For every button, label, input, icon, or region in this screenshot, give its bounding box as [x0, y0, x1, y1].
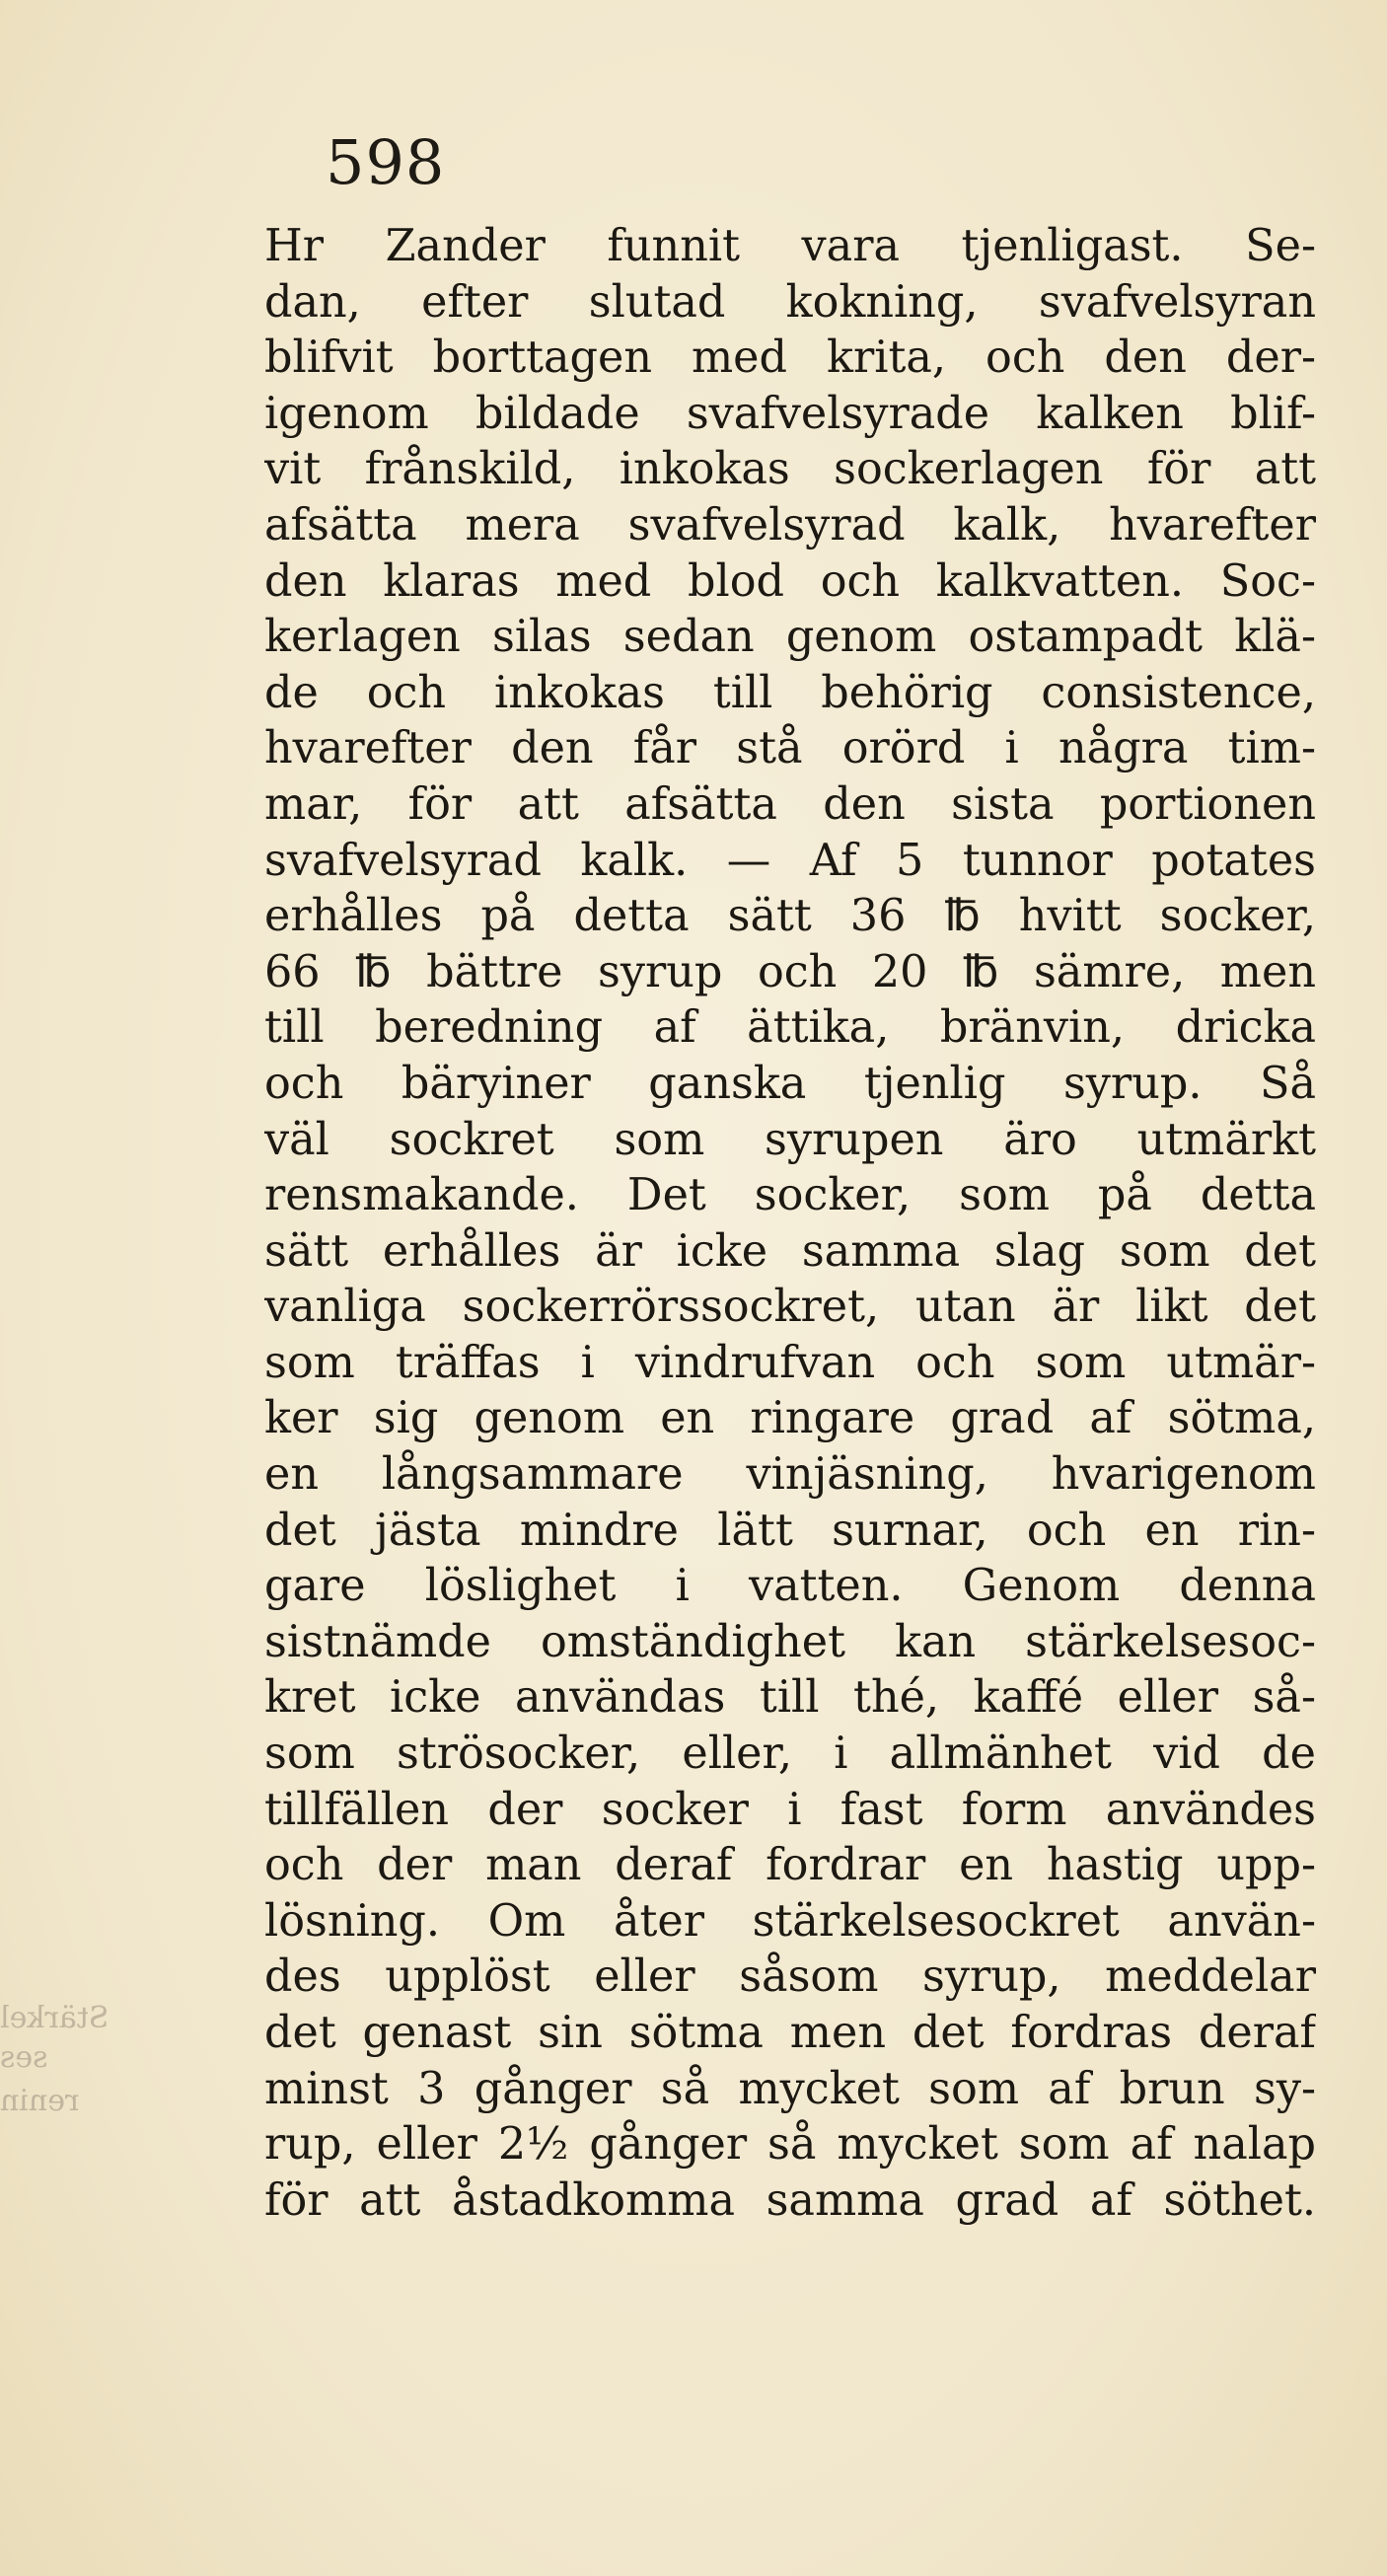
page-number: 598 — [326, 126, 446, 198]
text-line: till beredning af ättika, bränvin, dricka — [264, 1002, 1316, 1054]
text-line: som strösocker, eller, i allmänhet vid de — [264, 1729, 1316, 1780]
text-line: sätt erhålles är icke samma slag som det — [264, 1225, 1316, 1277]
text-line: minst 3 gånger så mycket som af brun sy- — [264, 2063, 1316, 2114]
text-line: igenom bildade svafvelsyrade kalken blif- — [264, 388, 1316, 439]
text-line: des upplöst eller såsom syrup, meddelar — [264, 1951, 1316, 2003]
text-line: en långsammare vinjäsning, hvarigenom — [264, 1449, 1316, 1501]
text-line: svafvelsyrad kalk. — Af 5 tunnor potates — [264, 835, 1316, 886]
text-line: de och inkokas till behörig consistence, — [264, 667, 1316, 718]
text-line: gare löslighet i vatten. Genom denna — [264, 1561, 1316, 1612]
bleed-through-text: ses — [0, 2040, 48, 2075]
text-line: sistnämde omständighet kan stärkelsesoc- — [264, 1616, 1316, 1667]
text-line: kret icke användas till thé, kaffé eller så- — [264, 1672, 1316, 1724]
text-line: som träffas i vindrufvan och som utmär- — [264, 1337, 1316, 1388]
text-line: och der man deraf fordrar en hastig upp- — [264, 1840, 1316, 1891]
text-line: den klaras med blod och kalkvatten. Soc- — [264, 555, 1316, 607]
text-line: blifvit borttagen med krita, och den der- — [264, 332, 1316, 384]
text-line: mar, för att afsätta den sista portionen — [264, 778, 1316, 830]
text-line: lösning. Om åter stärkelsesockret använ- — [264, 1895, 1316, 1947]
text-line: rup, eller 2½ gånger så mycket som af nalap — [264, 2119, 1316, 2171]
text-line: ker sig genom en ringare grad af sötma, — [264, 1393, 1316, 1444]
body-text — [264, 219, 1316, 2229]
text-line: hvarefter den får stå orörd i några tim- — [264, 723, 1316, 774]
text-line: 66 ℔ bättre syrup och 20 ℔ sämre, men — [264, 946, 1316, 997]
text-line: rensmakande. Det socker, som på detta — [264, 1170, 1316, 1221]
text-line: vit frånskild, inkokas sockerlagen för att — [264, 444, 1316, 495]
text-line: erhålles på detta sätt 36 ℔ hvitt socker, — [264, 891, 1316, 942]
text-line: och bäryiner ganska tjenlig syrup. Så — [264, 1058, 1316, 1109]
bleed-through-text: renin — [0, 2084, 80, 2118]
text-line: dan, efter slutad kokning, svafvelsyran — [264, 276, 1316, 328]
text-line: tillfällen der socker i fast form användes — [264, 1784, 1316, 1835]
text-line: vanliga sockerrörssockret, utan är likt det — [264, 1282, 1316, 1333]
text-line: för att åstadkomma samma grad af söthet. — [264, 2174, 1316, 2226]
text-line: väl sockret som syrupen äro utmärkt — [264, 1114, 1316, 1165]
bleed-through-text: Stärkel — [0, 2001, 110, 2035]
text-line: afsätta mera svafvelsyrad kalk, hvarefter — [264, 499, 1316, 551]
text-line: Hr Zander funnit vara tjenligast. Se- — [264, 221, 1316, 271]
text-line: det jästa mindre lätt surnar, och en rin- — [264, 1505, 1316, 1556]
text-line: kerlagen silas sedan genom ostampadt klä- — [264, 612, 1316, 663]
text-line: det genast sin sötma men det fordras deraf — [264, 2008, 1316, 2058]
